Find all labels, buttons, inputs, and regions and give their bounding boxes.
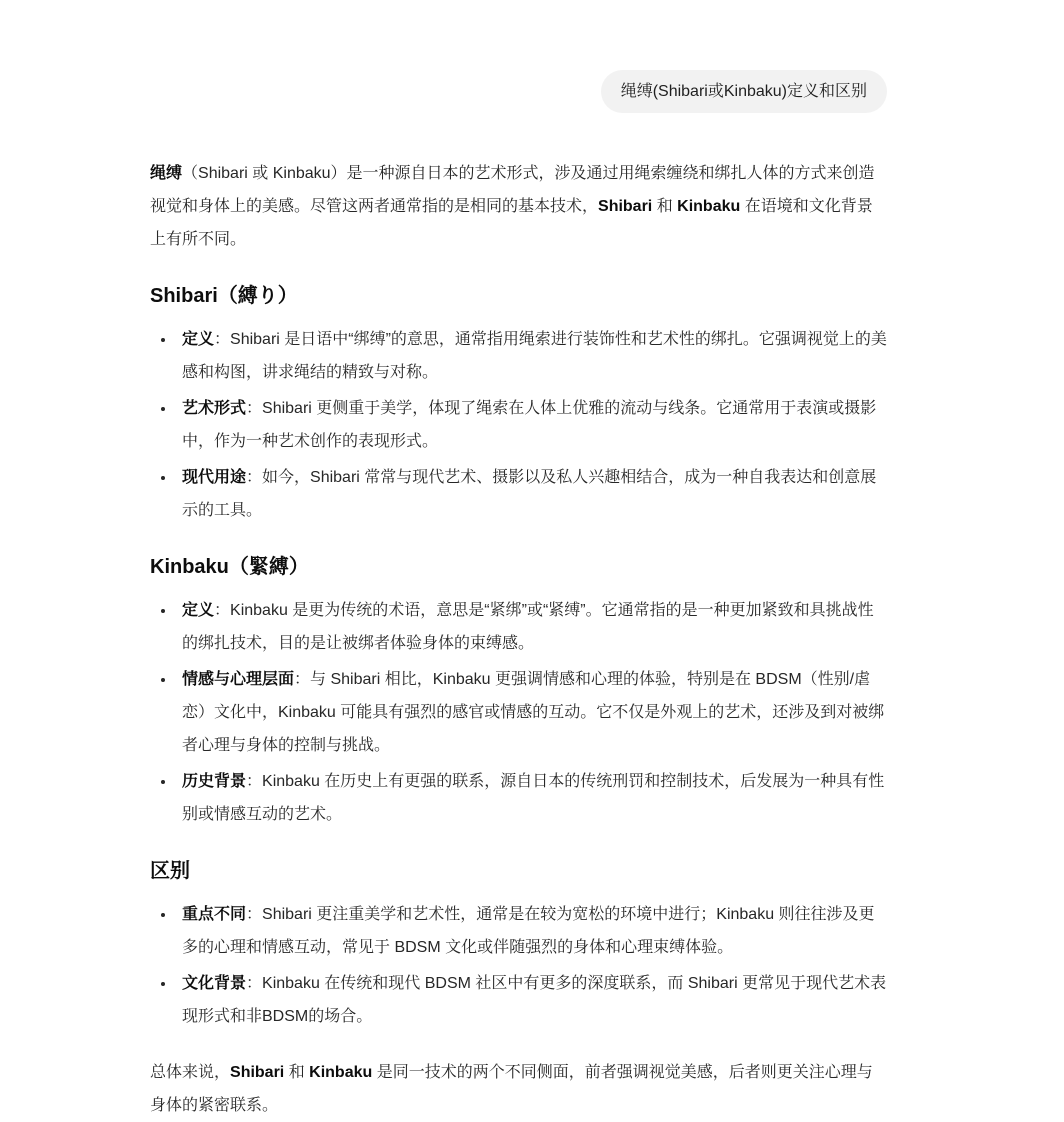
paragraph xyxy=(150,157,887,256)
bullet-list xyxy=(150,594,887,831)
bullet-term: 文化背景 xyxy=(182,975,247,992)
bullet-list xyxy=(150,898,887,1033)
bullet-list xyxy=(150,323,887,527)
bullet-term: 情感与心理层面 xyxy=(182,671,295,688)
user-message-row xyxy=(150,0,887,113)
bullet-item: • 现代用途：如今，Shibari 常常与现代艺术、摄影以及私人兴趣相结合，成为一种自我表达和创意展示的工具。 xyxy=(176,461,887,527)
text-segment: （Shibari 或 Kinbaku）是一种源自日本的艺术形式，涉及通过用绳索缠绕和绑扎人体的方式来创造视觉和身体上的美感。尽管这两者通常指的是相同的基本技术， xyxy=(150,165,875,215)
bold-text: Shibari xyxy=(230,1064,285,1081)
assistant-message xyxy=(150,157,887,1122)
text-segment: 在语境和文化背景上有所不同。 xyxy=(150,198,873,248)
bullet-term: 艺术形式 xyxy=(182,400,247,417)
bold-text: 绳缚 xyxy=(150,165,183,182)
paragraph xyxy=(150,1056,887,1122)
bullet-item: • 定义：Shibari 是日语中“绑缚”的意思，通常指用绳索进行装饰性和艺术性的绑扎。它强调视觉上的美感和构图，讲求绳结的精致与对称。 xyxy=(176,323,887,389)
section-heading: 区别 xyxy=(150,860,190,882)
bullet-term: 定义 xyxy=(182,331,215,348)
bullet-item: • 定义：Kinbaku 是更为传统的术语，意思是“紧绑”或“紧缚”。它通常指的是一种更加紧致和具挑战性的绑扎技术，目的是让被绑者体验身体的束缚感。 xyxy=(176,594,887,660)
bullet-item: • 情感与心理层面：与 Shibari 相比，Kinbaku 更强调情感和心理的体验，特别是在 BDSM（性别/虐恋）文化中，Kinbaku 可能具有强烈的感官或情感的互动。它不仅是外观上的艺术，还涉及到对被绑者心理与身体的控制与挑战。 xyxy=(176,663,887,762)
text-segment: 和 xyxy=(652,198,678,215)
bullet-term: 历史背景 xyxy=(182,773,247,790)
bold-text: Shibari xyxy=(598,198,653,215)
bullet-term: 重点不同 xyxy=(182,906,247,923)
bullet-item: • 历史背景：Kinbaku 在历史上有更强的联系，源自日本的传统刑罚和控制技术，后发展为一种具有性别或情感互动的艺术。 xyxy=(176,765,887,831)
section-heading: Kinbaku（緊縛） xyxy=(150,556,309,578)
bullet-item: • 艺术形式：Shibari 更侧重于美学，体现了绳索在人体上优雅的流动与线条。它通常用于表演或摄影中，作为一种艺术创作的表现形式。 xyxy=(176,392,887,458)
bullet-term: 现代用途 xyxy=(182,469,247,486)
bullet-item: • 文化背景：Kinbaku 在传统和现代 BDSM 社区中有更多的深度联系，而 Shibari 更常见于现代艺术表现形式和非BDSM的场合。 xyxy=(176,967,887,1033)
text-segment: 总体来说， xyxy=(150,1064,231,1081)
bullet-item: • 重点不同：Shibari 更注重美学和艺术性，通常是在较为宽松的环境中进行；Kinbaku 则往往涉及更多的心理和情感互动，常见于 BDSM 文化或伴随强烈的身体和心理束缚体验。 xyxy=(176,898,887,964)
bold-text: Kinbaku xyxy=(309,1064,373,1081)
user-message-bubble: 绳缚(Shibari或Kinbaku)定义和区别 xyxy=(601,70,887,113)
bold-text: Kinbaku xyxy=(677,198,741,215)
text-segment: 是同一技术的两个不同侧面，前者强调视觉美感，后者则更关注心理与身体的紧密联系。 xyxy=(150,1064,873,1114)
text-segment: 和 xyxy=(284,1064,310,1081)
chat-content-column xyxy=(150,0,887,1122)
section-heading: Shibari（縛り） xyxy=(150,285,298,307)
bullet-term: 定义 xyxy=(182,602,215,619)
